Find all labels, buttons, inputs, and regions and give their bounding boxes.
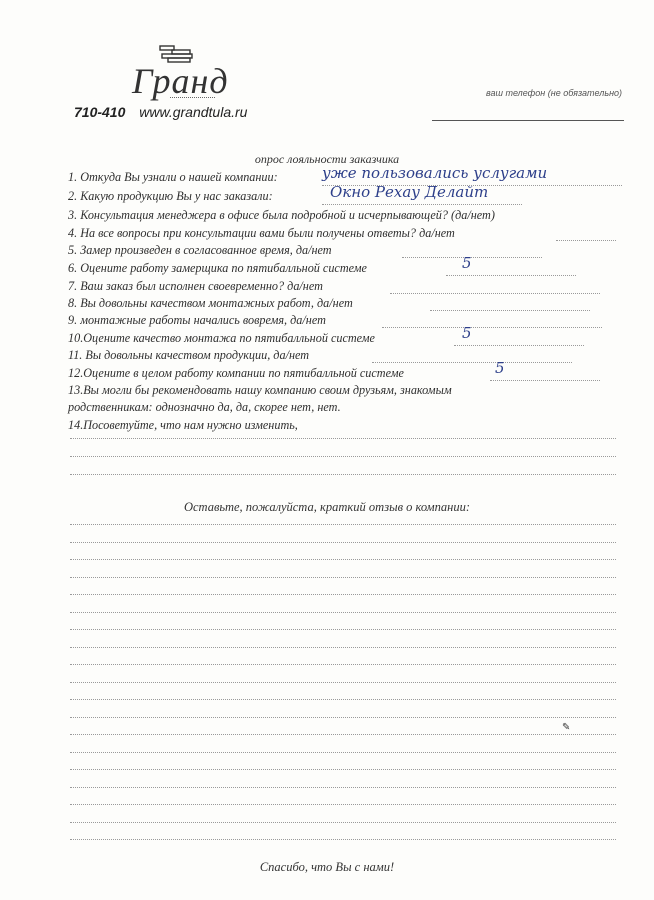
- question-9: 9. монтажные работы начались вовремя, да/нет: [68, 313, 326, 327]
- company-contacts: [74, 104, 247, 120]
- review-line[interactable]: [70, 752, 616, 753]
- logo-underline: [170, 97, 215, 101]
- suggestion-line-3[interactable]: [70, 474, 616, 475]
- answer-10[interactable]: 5: [462, 324, 472, 342]
- suggestion-line-1[interactable]: [70, 438, 616, 439]
- answer-11-line: [372, 362, 572, 363]
- question-13: 13.Вы могли бы рекомендовать нашу компанию своим друзьям, знакомым: [68, 383, 452, 397]
- company-phone: 710-410: [74, 104, 126, 120]
- review-line[interactable]: [70, 717, 616, 718]
- question-11: 11. Вы довольны качеством продукции, да/нет: [68, 348, 310, 362]
- answer-9-line: [382, 327, 602, 328]
- phone-field-line[interactable]: [432, 120, 624, 121]
- review-line[interactable]: [70, 542, 616, 543]
- review-line[interactable]: [70, 839, 616, 840]
- answer-12-line: [490, 380, 600, 381]
- question-2: 2. Какую продукцию Вы у нас заказали:: [68, 189, 273, 203]
- question-12: 12.Оцените в целом работу компании по пятибалльной системе: [68, 366, 404, 380]
- question-5: 5. Замер произведен в согласованное время, да/нет: [68, 243, 332, 257]
- answer-6[interactable]: 5: [462, 254, 472, 272]
- review-line[interactable]: [70, 699, 616, 700]
- review-line[interactable]: [70, 682, 616, 683]
- phone-field-label: ваш телефон (не обязательно): [486, 88, 623, 98]
- question-3: 3. Консультация менеджера в офисе была подробной и исчерпывающей? (да/нет): [68, 208, 495, 222]
- review-line[interactable]: [70, 577, 616, 578]
- question-4: 4. На все вопросы при консультации вами были получены ответы? да/нет: [68, 226, 455, 240]
- question-14: 14.Посоветуйте, что нам нужно изменить,: [68, 418, 298, 432]
- review-line[interactable]: [70, 804, 616, 805]
- answer-2[interactable]: Окно Рехау Делайт: [330, 183, 489, 201]
- review-line[interactable]: [70, 559, 616, 560]
- review-line[interactable]: [70, 524, 616, 525]
- answer-12[interactable]: 5: [495, 359, 505, 377]
- review-line[interactable]: [70, 787, 616, 788]
- suggestion-line-2[interactable]: [70, 456, 616, 457]
- survey-title: опрос лояльности заказчика: [254, 152, 400, 166]
- answer-6-line: [446, 275, 576, 276]
- review-line[interactable]: [70, 647, 616, 648]
- question-13-options: родственникам: однозначно да, да, скорее нет, нет.: [68, 400, 341, 414]
- review-title: Оставьте, пожалуйста, краткий отзыв о компании:: [183, 500, 471, 514]
- review-line[interactable]: [70, 769, 616, 770]
- logo-wordmark: Гранд: [132, 61, 229, 101]
- question-7: 7. Ваш заказ был исполнен своевременно? да/нет: [68, 279, 323, 293]
- question-1: 1. Откуда Вы узнали о нашей компании:: [68, 170, 278, 184]
- review-line[interactable]: [70, 594, 616, 595]
- question-8: 8. Вы довольны качеством монтажных работ, да/нет: [68, 296, 353, 310]
- review-line[interactable]: [70, 612, 616, 613]
- answer-8-line: [430, 310, 590, 311]
- review-line[interactable]: [70, 734, 616, 735]
- answer-1[interactable]: уже пользовались услугами: [322, 164, 548, 182]
- question-10: 10.Оцените качество монтажа по пятибалльной системе: [68, 331, 375, 345]
- thanks-text: Спасибо, что Вы с нами!: [259, 860, 395, 874]
- answer-5-line: [402, 257, 542, 258]
- review-line[interactable]: [70, 664, 616, 665]
- answer-7-line: [390, 293, 600, 294]
- answer-10-line: [454, 345, 584, 346]
- answer-2-line: [322, 204, 522, 205]
- answer-4-line: [556, 240, 616, 241]
- review-line[interactable]: [70, 822, 616, 823]
- review-line[interactable]: [70, 629, 616, 630]
- question-6: 6. Оцените работу замерщика по пятибалльной системе: [68, 261, 367, 275]
- company-website[interactable]: www.grandtula.ru: [139, 104, 248, 120]
- pen-mark-icon: ✎: [562, 722, 571, 733]
